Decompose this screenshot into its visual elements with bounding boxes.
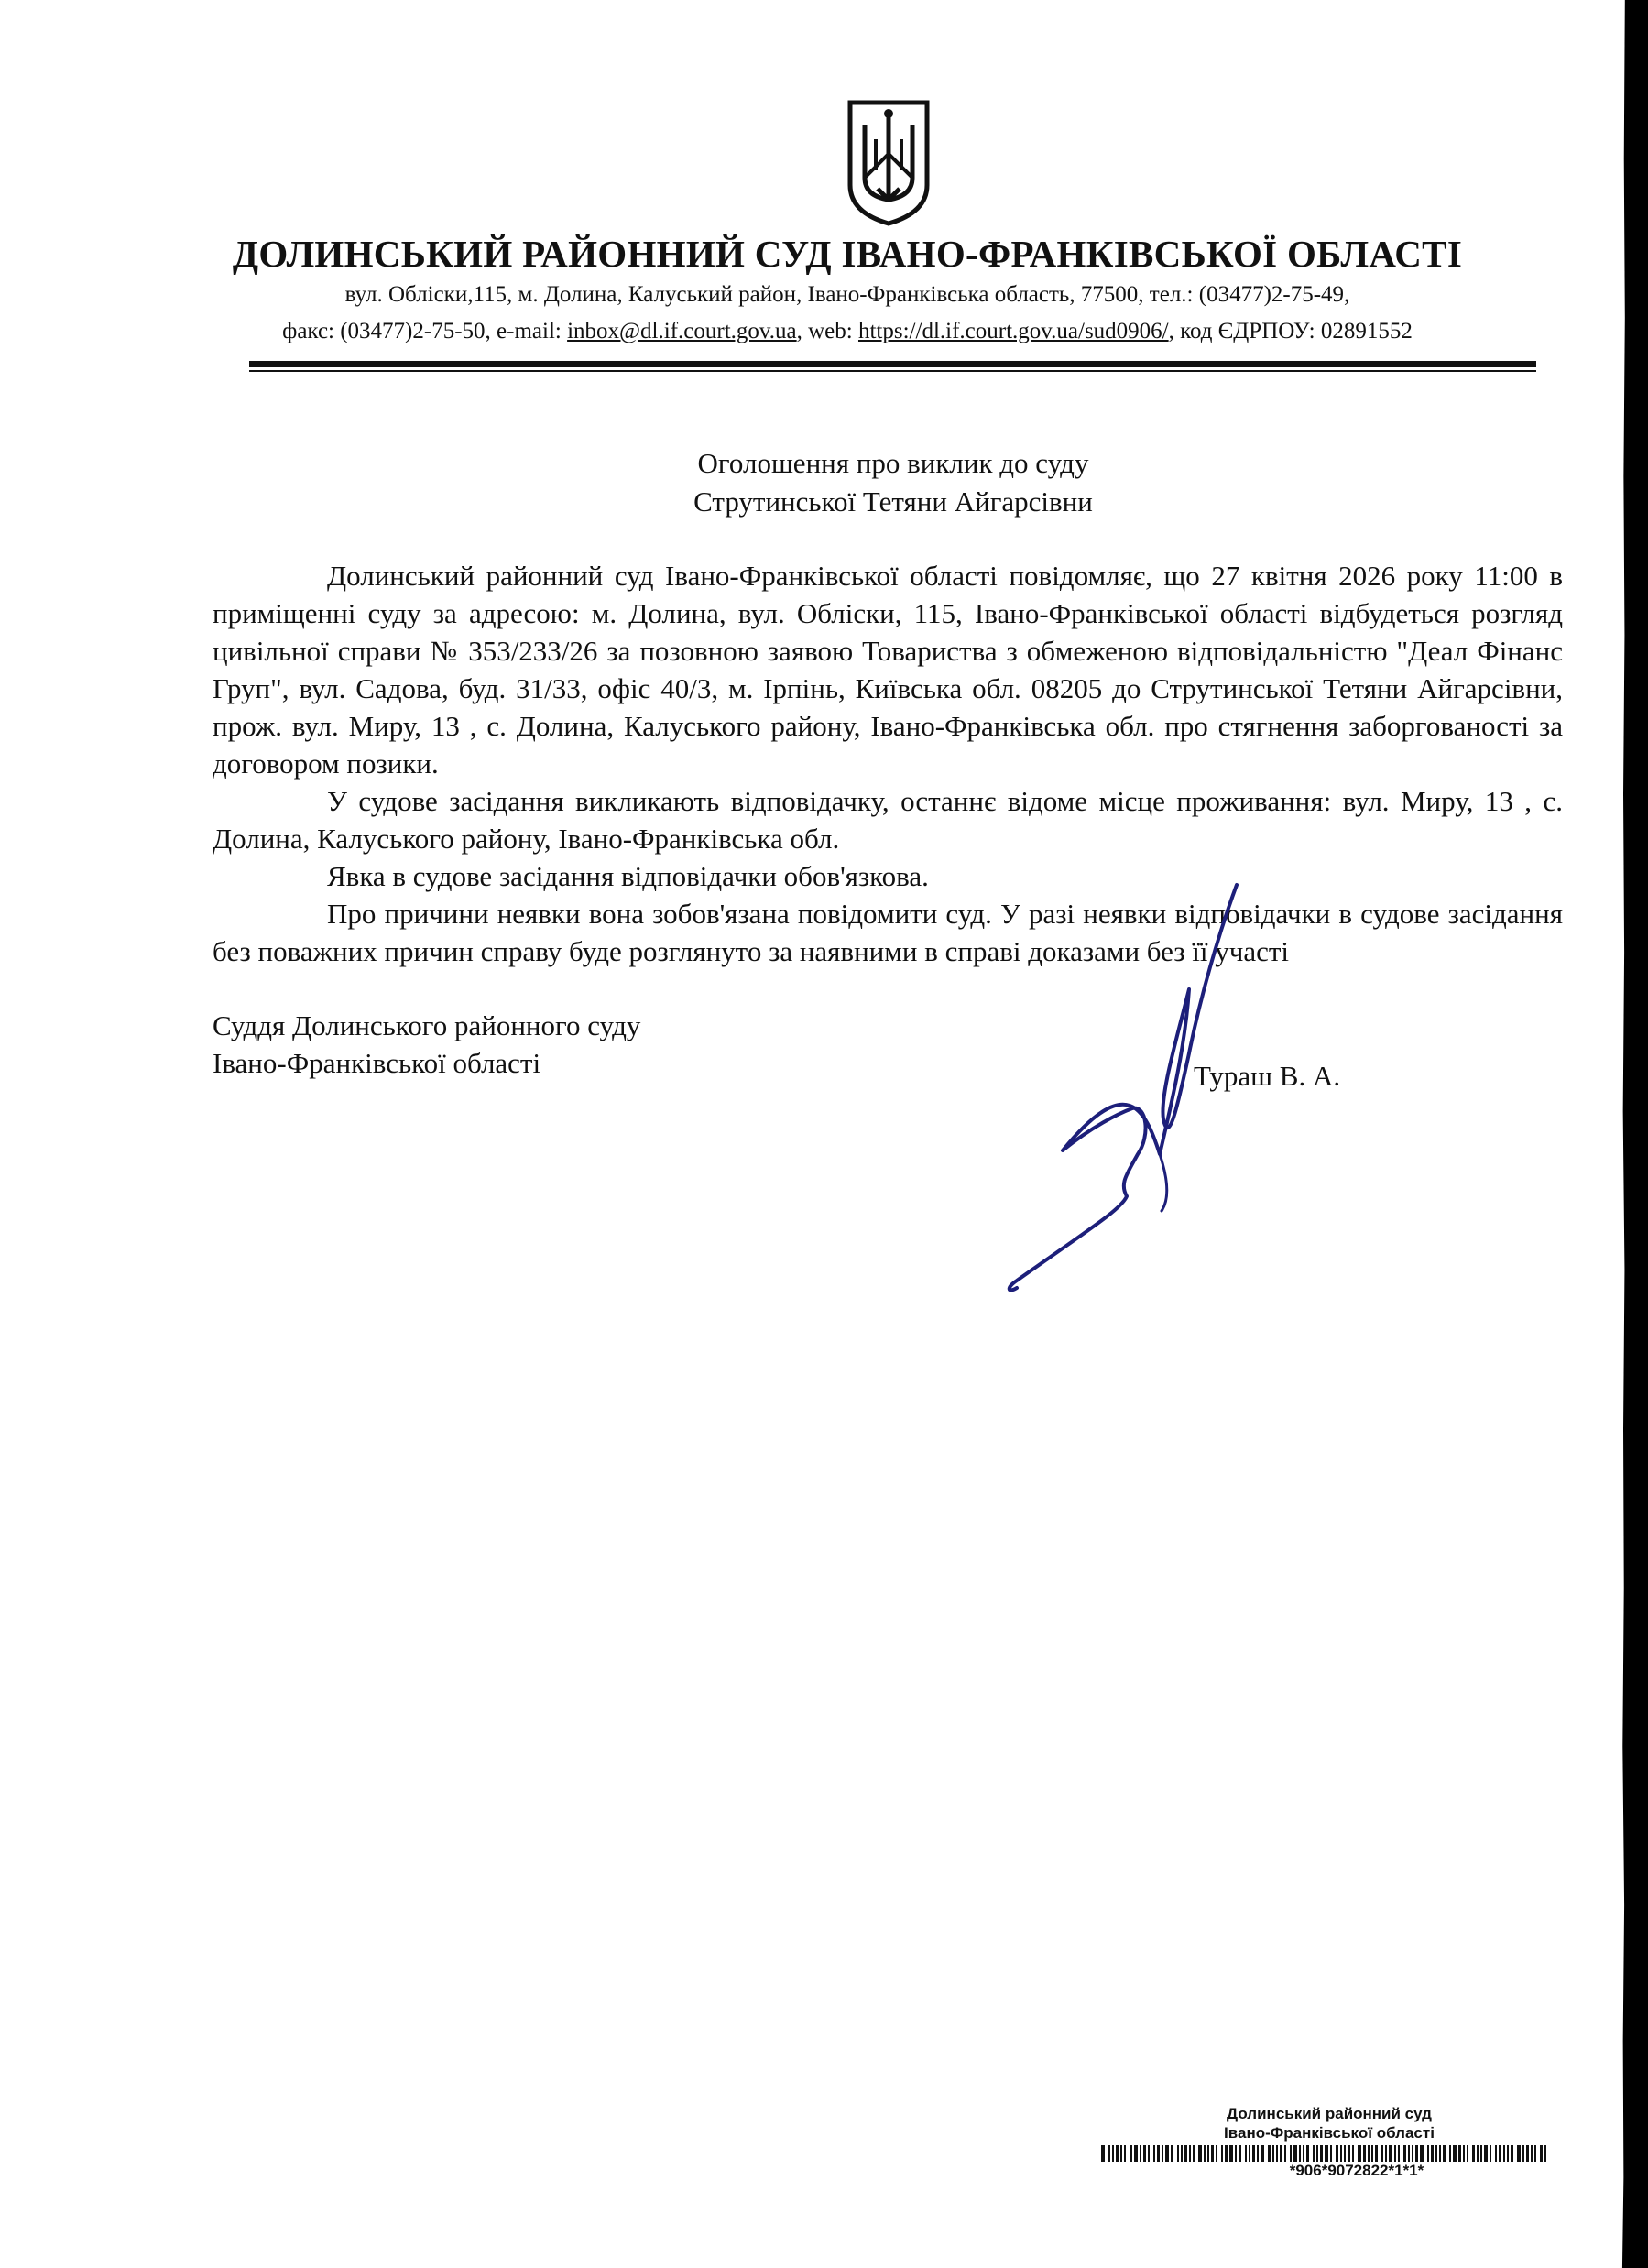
header-divider (249, 361, 1536, 367)
barcode-bar (1184, 2145, 1187, 2162)
barcode-bar (1320, 2145, 1323, 2162)
barcode-bar (1467, 2145, 1468, 2162)
barcode-bar (1480, 2145, 1482, 2162)
barcode-bar (1143, 2145, 1146, 2162)
barcode-bar (1453, 2145, 1457, 2162)
barcode-bar (1272, 2145, 1274, 2162)
barcode-bar (1303, 2145, 1304, 2162)
barcode-bar (1381, 2145, 1383, 2162)
notice-addressee: Струтинської Тетяни Айгарсівни (693, 485, 1093, 518)
barcode-bar (1108, 2145, 1110, 2162)
barcode-bar (1112, 2145, 1114, 2162)
barcode-bar (1443, 2145, 1446, 2162)
barcode-bar (1245, 2145, 1247, 2162)
barcode-bar (1534, 2145, 1536, 2162)
barcode-bar (1293, 2145, 1297, 2162)
barcode-bar (1507, 2145, 1509, 2162)
barcode-bar (1358, 2145, 1361, 2162)
barcode-bar (1181, 2145, 1183, 2162)
barcode-bar (1165, 2145, 1169, 2162)
barcode-bar (1484, 2145, 1488, 2162)
notice-body (213, 557, 1563, 970)
barcode-bar (1472, 2145, 1475, 2162)
barcode-bar (1120, 2145, 1122, 2162)
barcode-bar (1221, 2145, 1223, 2162)
court-contacts (183, 319, 1512, 344)
barcode-bar (1193, 2145, 1195, 2162)
barcode-bar (1375, 2145, 1378, 2162)
body-paragraph: Про причини неявки вона зобов'язана повідомити суд. У разі неявки відповідачки в судове засідання без поважних причин справу буде розглянуто за наявними в справі доказами без її участі (213, 898, 1563, 967)
barcode-bar (1252, 2145, 1255, 2162)
barcode-bar (1412, 2145, 1413, 2162)
edrpou-text: , код ЄДРПОУ: 02891552 (1168, 319, 1413, 343)
barcode-bar (1290, 2145, 1292, 2162)
barcode-bar (1352, 2145, 1354, 2162)
barcode-bar (1280, 2145, 1282, 2162)
barcode-bar (1316, 2145, 1318, 2162)
stamp-court-name: Долинський районний суд (1227, 2105, 1432, 2122)
barcode-bar (1225, 2145, 1228, 2162)
barcode-bar (1511, 2145, 1513, 2162)
barcode-bar (1449, 2145, 1451, 2162)
barcode-bar (1284, 2145, 1286, 2162)
barcode-bar (1420, 2145, 1424, 2162)
barcode-bar (1177, 2145, 1179, 2162)
barcode-bar (1477, 2145, 1479, 2162)
barcode-bar (1389, 2145, 1392, 2162)
barcode-bar (1531, 2145, 1533, 2162)
barcode-bar (1394, 2145, 1396, 2162)
stamp-region: Івано-Франківської області (1224, 2124, 1435, 2142)
barcode-bar (1124, 2145, 1126, 2162)
barcode-bar (1340, 2145, 1342, 2162)
barcode-bar (1544, 2145, 1546, 2162)
barcode-bar (1499, 2145, 1501, 2162)
barcode-bar (1371, 2145, 1373, 2162)
barcode-bar (1490, 2145, 1491, 2162)
signature (989, 879, 1264, 1301)
judge-name: Тураш В. А. (1194, 1060, 1341, 1092)
barcode-bar (1157, 2145, 1160, 2162)
barcode-bar (1162, 2145, 1163, 2162)
barcode-bar (1148, 2145, 1150, 2162)
barcode-bar (1306, 2145, 1309, 2162)
notice-title: Оголошення про виклик до суду (697, 447, 1089, 479)
fax-text: факс: (03477)2-75-50, e-mail: (282, 319, 568, 343)
barcode-bar (1268, 2145, 1271, 2162)
barcode-bar (1368, 2145, 1370, 2162)
barcode-bar (1540, 2145, 1543, 2162)
barcode-bar (1101, 2145, 1105, 2162)
barcode-bar (1116, 2145, 1119, 2162)
barcode-bar (1207, 2145, 1209, 2162)
barcode-bar (1130, 2145, 1132, 2162)
barcode-bar (1189, 2145, 1191, 2162)
scan-edge (1615, 0, 1648, 2268)
barcode-bar (1239, 2145, 1241, 2162)
barcode-bar (1385, 2145, 1387, 2162)
barcode-bar (1439, 2145, 1441, 2162)
barcode-bar (1427, 2145, 1429, 2162)
barcode (1101, 2145, 1550, 2162)
barcode-bar (1526, 2145, 1529, 2162)
judge-title-line2: Івано-Франківської області (213, 1047, 541, 1079)
barcode-bar (1249, 2145, 1250, 2162)
barcode-bar (1134, 2145, 1138, 2162)
barcode-bar (1313, 2145, 1315, 2162)
barcode-bar (1363, 2145, 1366, 2162)
barcode-bar (1495, 2145, 1497, 2162)
web-link[interactable]: https://dl.if.court.gov.ua/sud0906/ (857, 319, 1169, 343)
barcode-bar (1216, 2145, 1217, 2162)
barcode-bar (1198, 2145, 1202, 2162)
body-paragraph: У судове засідання викликають відповідачку, останнє відоме місце проживання: вул. Миру, 13 , с. Долина, Калуського району, Івано-Франківська обл. (213, 785, 1563, 855)
barcode-bar (1140, 2145, 1141, 2162)
barcode-number: *906*9072822*1*1* (1289, 2162, 1424, 2179)
barcode-bar (1211, 2145, 1214, 2162)
court-name: ДОЛИНСЬКИЙ РАЙОННИЙ СУД ІВАНО-ФРАНКІВСЬКОЇ ОБЛАСТІ (232, 233, 1463, 275)
barcode-bar (1330, 2145, 1332, 2162)
barcode-bar (1261, 2145, 1264, 2162)
coat-of-arms-icon (845, 97, 933, 227)
barcode-bar (1458, 2145, 1461, 2162)
barcode-bar (1153, 2145, 1155, 2162)
barcode-bar (1257, 2145, 1259, 2162)
barcode-bar (1276, 2145, 1278, 2162)
barcode-bar (1299, 2145, 1301, 2162)
barcode-bar (1463, 2145, 1465, 2162)
barcode-bar (1522, 2145, 1524, 2162)
barcode-bar (1431, 2145, 1434, 2162)
barcode-bar (1344, 2145, 1346, 2162)
barcode-bar (1408, 2145, 1410, 2162)
body-paragraph: Долинський районний суд Івано-Франківської області повідомляє, що 27 квітня 2026 року 11:00 в приміщенні суду за адресою: м. Долина, вул. Обліски, 115, Івано-Франківської області відбудеться розгляд цивільної справи № 353/233/26 за позовною заявою Товариства з обмеженою відповідальністю "Деал Фінанс Груп", вул. Садова, буд. 31/33, офіс 40/3, м. Ірпінь, Київська обл. 08205 до Струтинської Тетяни Айгарсівни, прож. вул. Миру, 13 , с. Долина, Калуського району, Івано-Франківська обл. про стягнення заборгованості за договором позики. (213, 560, 1563, 780)
judge-title-line1: Суддя Долинського районного суду (213, 1009, 641, 1041)
barcode-bar (1403, 2145, 1406, 2162)
barcode-bar (1398, 2145, 1400, 2162)
barcode-bar (1348, 2145, 1350, 2162)
email-link[interactable]: inbox@dl.if.court.gov.ua (567, 319, 797, 343)
barcode-bar (1325, 2145, 1328, 2162)
barcode-bar (1435, 2145, 1437, 2162)
barcode-bar (1171, 2145, 1173, 2162)
barcode-bar (1336, 2145, 1338, 2162)
barcode-bar (1204, 2145, 1206, 2162)
barcode-bar (1503, 2145, 1505, 2162)
body-paragraph: Явка в судове засідання відповідачки обов'язкова. (327, 860, 929, 892)
barcode-bar (1229, 2145, 1233, 2162)
header-divider-thin (249, 370, 1536, 372)
barcode-bar (1415, 2145, 1418, 2162)
barcode-bar (1235, 2145, 1237, 2162)
barcode-bar (1517, 2145, 1521, 2162)
court-address: вул. Обліски,115, м. Долина, Калуський район, Івано-Франківська область, 77500, тел.: (03477)2-75-49, (344, 282, 1350, 307)
web-label: , web: (796, 319, 858, 343)
